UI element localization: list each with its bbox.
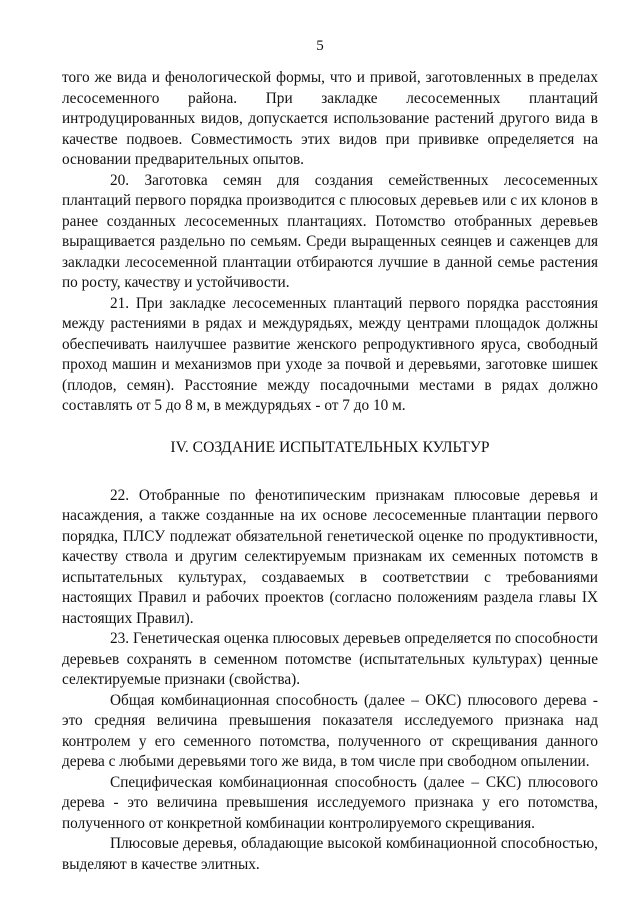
paragraph-22: 22. Отобранные по фенотипическим признакам плюсовые деревья и насаждения, а также созданные на их основе лесосеменные плантации первого порядка, ПЛСУ подлежат обязательной генетической оценке по продуктивности, качеству ствола и другим селектируемым признакам их семенных потомств в испытательных культурах, создаваемых в соответствии с требованиями настоящих Правил и рабочих проектов (согласно положениям раздела главы IX настоящих Правил).	[62, 486, 598, 627]
page-number: 5	[316, 38, 324, 54]
paragraph-elite-trees: Плюсовые деревья, обладающие высокой комбинационной способностью, выделяют в качестве элитных.	[62, 835, 598, 873]
paragraph-continuation: того же вида и фенологической формы, что и привой, заготовленных в пределах лесосеменного района. При закладке лесосеменных плантаций интродуцированных видов, допускается использование растений другого вида в качестве подвоев. Совместимость этих видов при прививке определяется на основании предварительных опытов.	[62, 69, 598, 168]
document-body	[62, 68, 598, 875]
section-heading: IV. СОЗДАНИЕ ИСПЫТАТЕЛЬНЫХ КУЛЬТУР	[170, 438, 490, 456]
paragraph-20: 20. Заготовка семян для создания семейственных лесосеменных плантаций первого порядка производится с плюсовых деревьев или с их клонов в ранее созданных лесосеменных плантациях. Потомство отобранных деревьев выращивается раздельно по семьям. Среди выращенных сеянцев и саженцев для закладки лесосеменной плантации отбираются лучшие в данной семье растения по росту, качеству и устойчивости.	[62, 171, 598, 291]
paragraph-sks-definition: Специфическая комбинационная способность (далее – СКС) плюсового дерева - это величина превышения исследуемого признака у его потомства, полученного от конкретной комбинации контролируемого скрещивания.	[62, 773, 598, 832]
paragraph-23: 23. Генетическая оценка плюсовых деревьев определяется по способности деревьев сохранять в семенном потомстве (испытательных культурах) ценные селектируемые признаки (свойства).	[62, 630, 598, 688]
paragraph-21: 21. При закладке лесосеменных плантаций первого порядка расстояния между растениями в рядах и междурядьях, между центрами площадок должны обеспечивать наилучшее развитие женского репродуктивного яруса, свободный проход машин и механизмов при уходе за почвой и деревьями, заготовке шишек (плодов, семян). Расстояние между посадочными местами в рядах должно составлять от 5 до 8 м, в междурядьях - от 7 до 10 м.	[62, 294, 598, 414]
paragraph-oks-definition: Общая комбинационная способность (далее – ОКС) плюсового дерева - это средняя величина превышения показателя исследуемого признака над контролем у его семенного потомства, полученного от скрещивания данного дерева с любыми деревьями того же вида, в том числе при свободном опылении.	[62, 691, 598, 770]
